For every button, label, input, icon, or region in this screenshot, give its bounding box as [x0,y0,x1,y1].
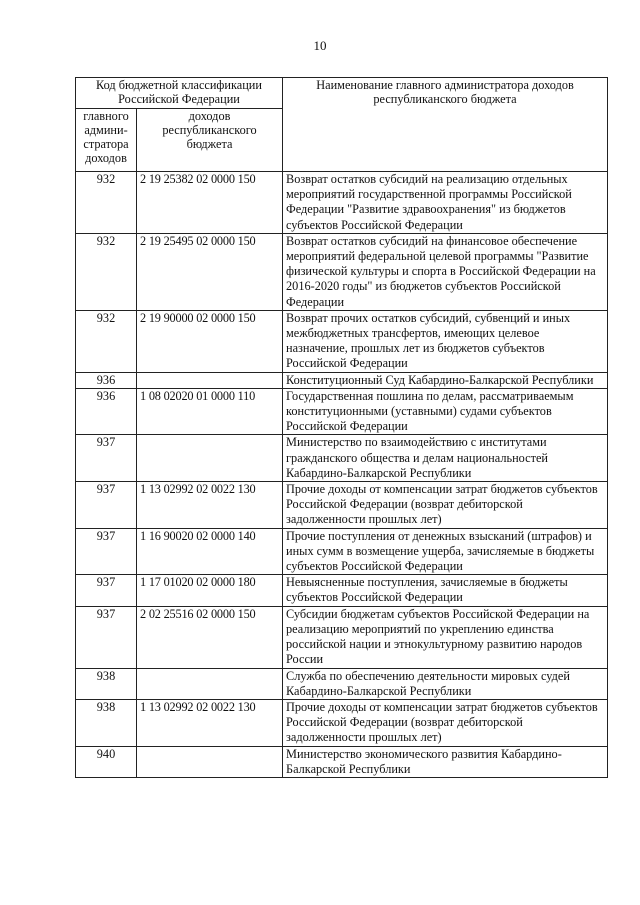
budget-classification-table [75,77,608,778]
income-code-cell: 2 19 25495 02 0000 150 [137,233,283,310]
income-code-cell: 2 19 25382 02 0000 150 [137,172,283,234]
administrator-code-cell: 932 [76,172,137,234]
administrator-name-cell: Прочие доходы от компенсации затрат бюджетов субъектов Российской Федерации (возврат дебиторской задолженности прошлых лет) [283,699,608,746]
income-code-cell: 1 16 90020 02 0000 140 [137,528,283,575]
administrator-name-cell: Невыясненные поступления, зачисляемые в бюджеты субъектов Российской Федерации [283,575,608,606]
table-row [76,172,608,234]
administrator-code-cell: 932 [76,310,137,372]
table-row [76,388,608,435]
table-row [76,528,608,575]
header-administrator-name: Наименование главного администратора доходов республиканского бюджета [283,78,608,172]
table-row [76,233,608,310]
table-row [76,746,608,777]
administrator-code-cell: 937 [76,528,137,575]
income-code-cell [137,746,283,777]
administrator-code-cell: 937 [76,606,137,668]
header-classification-code: Код бюджетной классификации Российской Федерации [76,78,283,109]
income-code-cell: 1 08 02020 01 0000 110 [137,388,283,435]
administrator-name-cell: Министерство по взаимодействию с институтами гражданского общества и делам национальностей Кабардино-Балкарской Республики [283,435,608,482]
income-code-cell: 1 13 02992 02 0022 130 [137,482,283,529]
table-header-row [76,78,608,109]
administrator-code-cell: 936 [76,388,137,435]
income-code-cell [137,372,283,388]
administrator-code-cell: 937 [76,435,137,482]
header-main-administrator: главного админи-стратора доходов [76,109,137,172]
income-code-cell [137,435,283,482]
header-budget-income: доходов республиканского бюджета [137,109,283,172]
income-code-cell: 2 19 90000 02 0000 150 [137,310,283,372]
income-code-cell: 1 13 02992 02 0022 130 [137,699,283,746]
administrator-code-cell: 938 [76,699,137,746]
administrator-name-cell: Прочие доходы от компенсации затрат бюджетов субъектов Российской Федерации (возврат дебиторской задолженности прошлых лет) [283,482,608,529]
table-row [76,699,608,746]
income-code-cell: 2 02 25516 02 0000 150 [137,606,283,668]
income-code-cell: 1 17 01020 02 0000 180 [137,575,283,606]
administrator-code-cell: 940 [76,746,137,777]
administrator-code-cell: 937 [76,575,137,606]
table-row [76,575,608,606]
administrator-code-cell: 936 [76,372,137,388]
administrator-name-cell: Возврат остатков субсидий на финансовое обеспечение мероприятий федеральной целевой программы "Развитие физической культуры и спорта в Российской Федерации на 2016-2020 годы" из бюджетов субъектов Российской Федерации [283,233,608,310]
administrator-code-cell: 937 [76,482,137,529]
table-row [76,668,608,699]
administrator-name-cell: Субсидии бюджетам субъектов Российской Федерации на реализацию мероприятий по укреплению единства российской нации и этнокультурному развитию народов России [283,606,608,668]
administrator-name-cell: Министерство экономического развития Кабардино-Балкарской Республики [283,746,608,777]
table-body [76,172,608,778]
table-row [76,435,608,482]
table-row [76,482,608,529]
table-row [76,310,608,372]
administrator-name-cell: Прочие поступления от денежных взысканий (штрафов) и иных сумм в возмещение ущерба, зачисляемые в бюджеты субъектов Российской Федерации [283,528,608,575]
administrator-code-cell: 932 [76,233,137,310]
page-number: 10 [313,38,327,53]
administrator-name-cell: Государственная пошлина по делам, рассматриваемым конституционными (уставными) судами субъектов Российской Федерации [283,388,608,435]
table-row [76,372,608,388]
administrator-name-cell: Конституционный Суд Кабардино-Балкарской Республики [283,372,608,388]
administrator-name-cell: Возврат остатков субсидий на реализацию отдельных мероприятий государственной программы Российской Федерации "Развитие здравоохранения" из бюджетов субъектов Российской Федерации [283,172,608,234]
administrator-name-cell: Возврат прочих остатков субсидий, субвенций и иных межбюджетных трансфертов, имеющих целевое назначение, прошлых лет из бюджетов субъектов Российской Федерации [283,310,608,372]
income-code-cell [137,668,283,699]
table-row [76,606,608,668]
administrator-name-cell: Служба по обеспечению деятельности мировых судей Кабардино-Балкарской Республики [283,668,608,699]
administrator-code-cell: 938 [76,668,137,699]
